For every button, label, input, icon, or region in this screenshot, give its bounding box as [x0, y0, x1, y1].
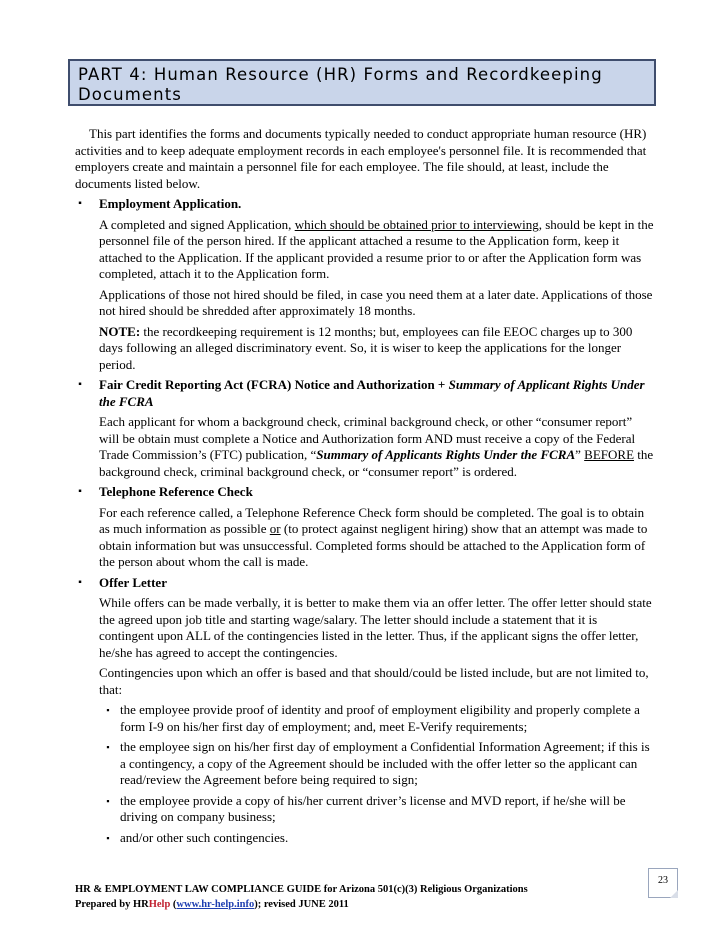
square-bullet-icon: ▪	[106, 832, 110, 843]
section-employment-application	[75, 196, 655, 373]
square-bullet-icon: ▪	[78, 486, 82, 497]
contingency-item	[99, 830, 655, 847]
employment-application-paragraph-1: A completed and signed Application, which should be obtained prior to interviewing, should be kept in the personnel file of the person hired. If the applicant attached a resume to the Application form, keep it attached to the Application. If the applicant provided a resume prior to or after the Application form was completed, attach it to the Application form.	[99, 216, 654, 281]
part-title-line-1: PART 4: Human Resource (HR) Forms and Recordkeeping	[78, 65, 603, 84]
part-header	[68, 59, 656, 106]
employment-application-paragraph-2: Applications of those not hired should be filed, in case you need them at a later date. Applications of those not hired should be shredded after approximately 18 months.	[99, 286, 653, 318]
contingency-text: and/or other such contingencies.	[120, 829, 289, 845]
offer-letter-title: Offer Letter	[99, 574, 167, 590]
footer-help-brand: Help	[148, 899, 171, 910]
section-telephone-reference	[75, 484, 655, 571]
square-bullet-icon: ▪	[78, 379, 82, 390]
telephone-reference-title: Telephone Reference Check	[99, 484, 253, 499]
page-number: 23	[648, 868, 678, 898]
document-body	[75, 126, 655, 846]
square-bullet-icon: ▪	[78, 576, 82, 588]
contingency-item	[99, 702, 655, 735]
contingency-item	[99, 793, 655, 826]
section-offer-letter	[75, 575, 655, 847]
employment-application-note: NOTE: the recordkeeping requirement is 12 months; but, employees can file EEOC charges up to 300 days following an alleged discriminatory event. So, it is wiser to keep the applications for the longer period.	[99, 323, 633, 372]
section-fcra	[75, 377, 655, 480]
employment-application-title: Employment Application.	[99, 196, 242, 211]
square-bullet-icon: ▪	[106, 742, 110, 752]
offer-letter-paragraph-2: Contingencies upon which an offer is based and that should/could be listed include, but are not limited to, that:	[99, 665, 649, 697]
telephone-reference-paragraph: For each reference called, a Telephone Reference Check form should be completed. The goal is to obtain as much information as possible or (to protect against negligent hiring) show that an attempt was made to obtain information but was unsuccessful. Completed forms should be attached to the Application form of the person about whom the call is made.	[99, 504, 648, 569]
square-bullet-icon: ▪	[78, 198, 82, 209]
contingency-text: the employee provide proof of identity and proof of employment eligibility and properly complete a form I-9 on his/her first day of employment; and, meet E-Verify requirements;	[120, 702, 640, 734]
contingency-text: the employee sign on his/her first day of employment a Confidential Information Agreement; if this is a contingency, a copy of the Agreement should be included with the offer letter so the applicant can read/review the Agreement before being required to sign;	[120, 739, 650, 787]
fcra-title: Fair Credit Reporting Act (FCRA) Notice and Authorization + Summary of Applicant Rights Under the FCRA	[99, 377, 645, 409]
offer-letter-paragraph-1: While offers can be made verbally, it is better to make them via an offer letter. The offer letter should state the agreed upon job title and starting wage/salary. The letter should include a statement that it is contingent upon ALL of the contingencies listed in the letter. Thus, if the applicant signs the offer letter, he/she has agreed to accept the contingencies.	[99, 595, 652, 660]
page-footer	[75, 882, 635, 912]
footer-guide-title: HR & EMPLOYMENT LAW COMPLIANCE GUIDE for Arizona 501(c)(3) Religious Organizations	[75, 884, 528, 895]
contingency-text: the employee provide a copy of his/her current driver’s license and MVD report, if he/she will be driving on company business;	[120, 792, 626, 824]
footer-prepared-by: Prepared by HRHelp (www.hr-help.info); revised JUNE 2011	[75, 899, 349, 910]
part-title-line-2: Documents	[78, 85, 182, 104]
square-bullet-icon: ▪	[106, 705, 110, 715]
intro-paragraph: This part identifies the forms and documents typically needed to conduct appropriate human resource (HR) activities and to keep adequate employment records in each employee's personnel file. It is recommended that employers create and maintain a personnel file for each employee. The file should, at least, include the documents listed below.	[75, 126, 647, 191]
square-bullet-icon: ▪	[106, 795, 110, 806]
footer-website-link[interactable]: www.hr-help.info	[176, 899, 255, 910]
fcra-paragraph: Each applicant for whom a background check, criminal background check, or other “consumer report” will be obtain must complete a Notice and Authorization form AND must receive a copy of the Federal Trade Commission’s (FTC) publication, “Summary of Applicants Rights Under the FCRA” BEFORE the background check, criminal background check, or “consumer report” is ordered.	[99, 414, 654, 479]
contingency-item	[99, 739, 655, 789]
